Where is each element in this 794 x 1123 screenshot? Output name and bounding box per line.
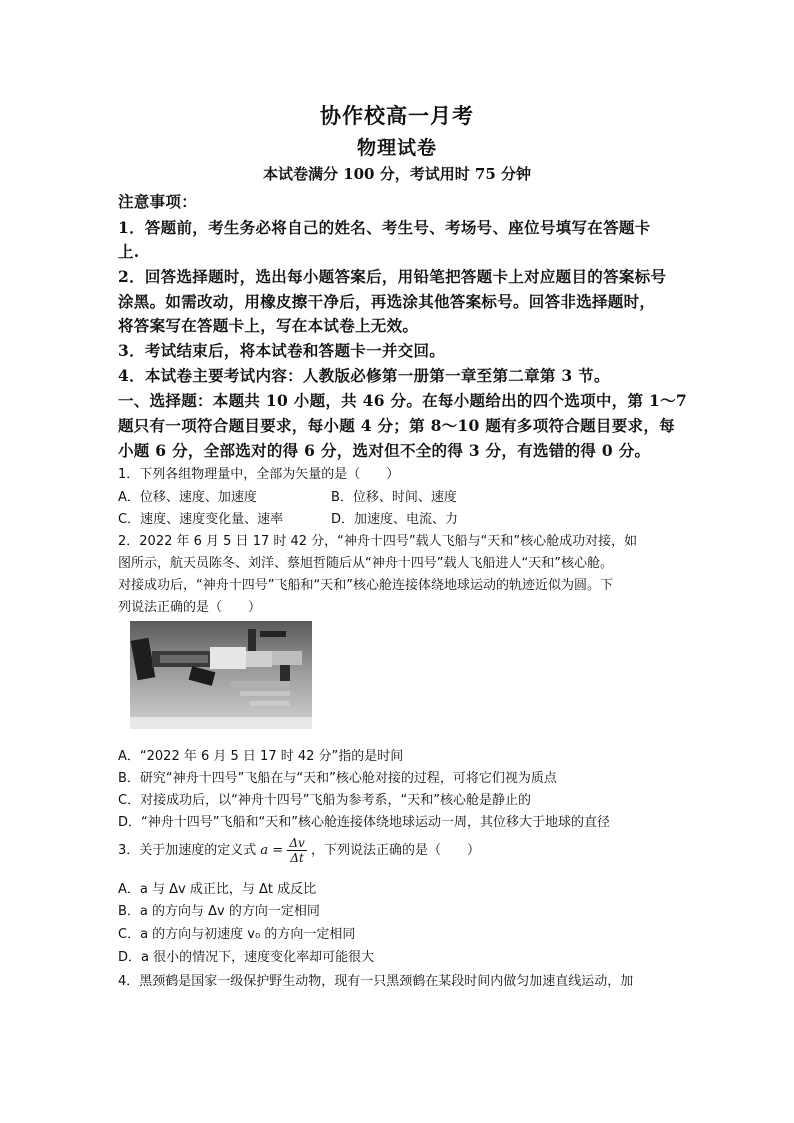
section-line: 小题 6 分，全部选对的得 6 分，选对但不全的得 3 分，有选错的得 0 分。: [118, 441, 651, 460]
section-line: 一、选择题：本题共 10 小题，共 46 分。在每小题给出的四个选项中，第 1～7: [118, 391, 687, 410]
note-line: 将答案写在答题卡上，写在本试卷上无效。: [118, 316, 419, 335]
q3-stem-prefix: 3．关于加速度的定义式: [118, 843, 257, 858]
note-line: 上.: [118, 242, 140, 261]
q3-option-a: A．a 与 Δv 成正比，与 Δt 成反比: [118, 882, 317, 897]
q2-line: 2．2022 年 6 月 5 日 17 时 42 分，“神舟十四号”载人飞船与“天和”核心舱成功对接，如: [118, 534, 638, 549]
spacecraft-photo: [130, 621, 312, 729]
q3-option-c: C．a 的方向与初速度 v₀ 的方向一定相同: [118, 927, 356, 942]
q2-option-d: D．“神舟十四号”飞船和“天和”核心舱连接体绕地球运动一周，其位移大于地球的直径: [118, 815, 610, 830]
q3-stem-suffix: ，下列说法正确的是（ ）: [310, 843, 480, 858]
q1-option-d: D．加速度、电流、力: [331, 512, 459, 527]
section-line: 题只有一项符合题目要求，每小题 4 分；第 8～10 题有多项符合题目要求，每: [118, 416, 675, 435]
q3-formula-denominator: Δt: [290, 851, 304, 865]
school-title: 协作校高一月考: [320, 103, 474, 128]
q4-stem: 4．黑颈鹤是国家一级保护野生动物，现有一只黑颈鹤在某段时间内做匀加速直线运动，加: [118, 974, 634, 989]
q2-line: 列说法正确的是（ ）: [118, 600, 262, 615]
q3-formula-fraction: [287, 836, 306, 865]
q2-line: 对接成功后，“神舟十四号”飞船和“天和”核心舱连接体绕地球运动的轨迹近似为圆。下: [118, 578, 613, 593]
q1-stem: 1．下列各组物理量中，全部为矢量的是（ ）: [118, 467, 400, 482]
q3-formula-numerator: Δv: [289, 836, 305, 850]
q3-option-d: D．a 很小的情况下，速度变化率却可能很大: [118, 950, 375, 965]
spacecraft-illustration: [130, 621, 312, 729]
exam-info: 本试卷满分 100 分，考试用时 75 分钟: [262, 165, 532, 183]
note-line: 4．本试卷主要考试内容：人教版必修第一册第一章至第二章第 3 节。: [118, 366, 610, 385]
q2-line: 图所示，航天员陈冬、刘洋、蔡旭哲随后从“神舟十四号”载人飞船进人“天和”核心舱。: [118, 556, 613, 571]
note-line: 3．考试结束后，将本试卷和答题卡一并交回。: [118, 341, 446, 360]
q1-option-b: B．位移、时间、速度: [331, 490, 457, 505]
subject-title: 物理试卷: [356, 137, 437, 159]
note-line: 涂黑。如需改动，用橡皮擦干净后，再选涂其他答案标号。回答非选择题时，: [118, 292, 656, 311]
q3-option-b: B．a 的方向与 Δv 的方向一定相同: [118, 904, 320, 919]
q1-option-a: A．位移、速度、加速度: [118, 490, 257, 505]
note-line: 1．答题前，考生务必将自己的姓名、考生号、考场号、座位号填写在答题卡: [118, 218, 651, 237]
notes-heading: 注意事项：: [118, 192, 198, 211]
q2-option-c: C．对接成功后，以“神舟十四号”飞船为参考系，“天和”核心舱是静止的: [118, 793, 532, 808]
q2-option-b: B．研究“神舟十四号”飞船在与“天和”核心舱对接的过程，可将它们视为质点: [118, 771, 557, 786]
q1-option-c: C．速度、速度变化量、速率: [118, 512, 284, 527]
q2-option-a: A．“2022 年 6 月 5 日 17 时 42 分”指的是时间: [118, 749, 404, 764]
q3-stem: [118, 836, 480, 865]
note-line: 2．回答选择题时，选出每小题答案后，用铅笔把答题卡上对应题目的答案标号: [118, 267, 667, 286]
q3-formula-lhs: a =: [260, 843, 284, 858]
